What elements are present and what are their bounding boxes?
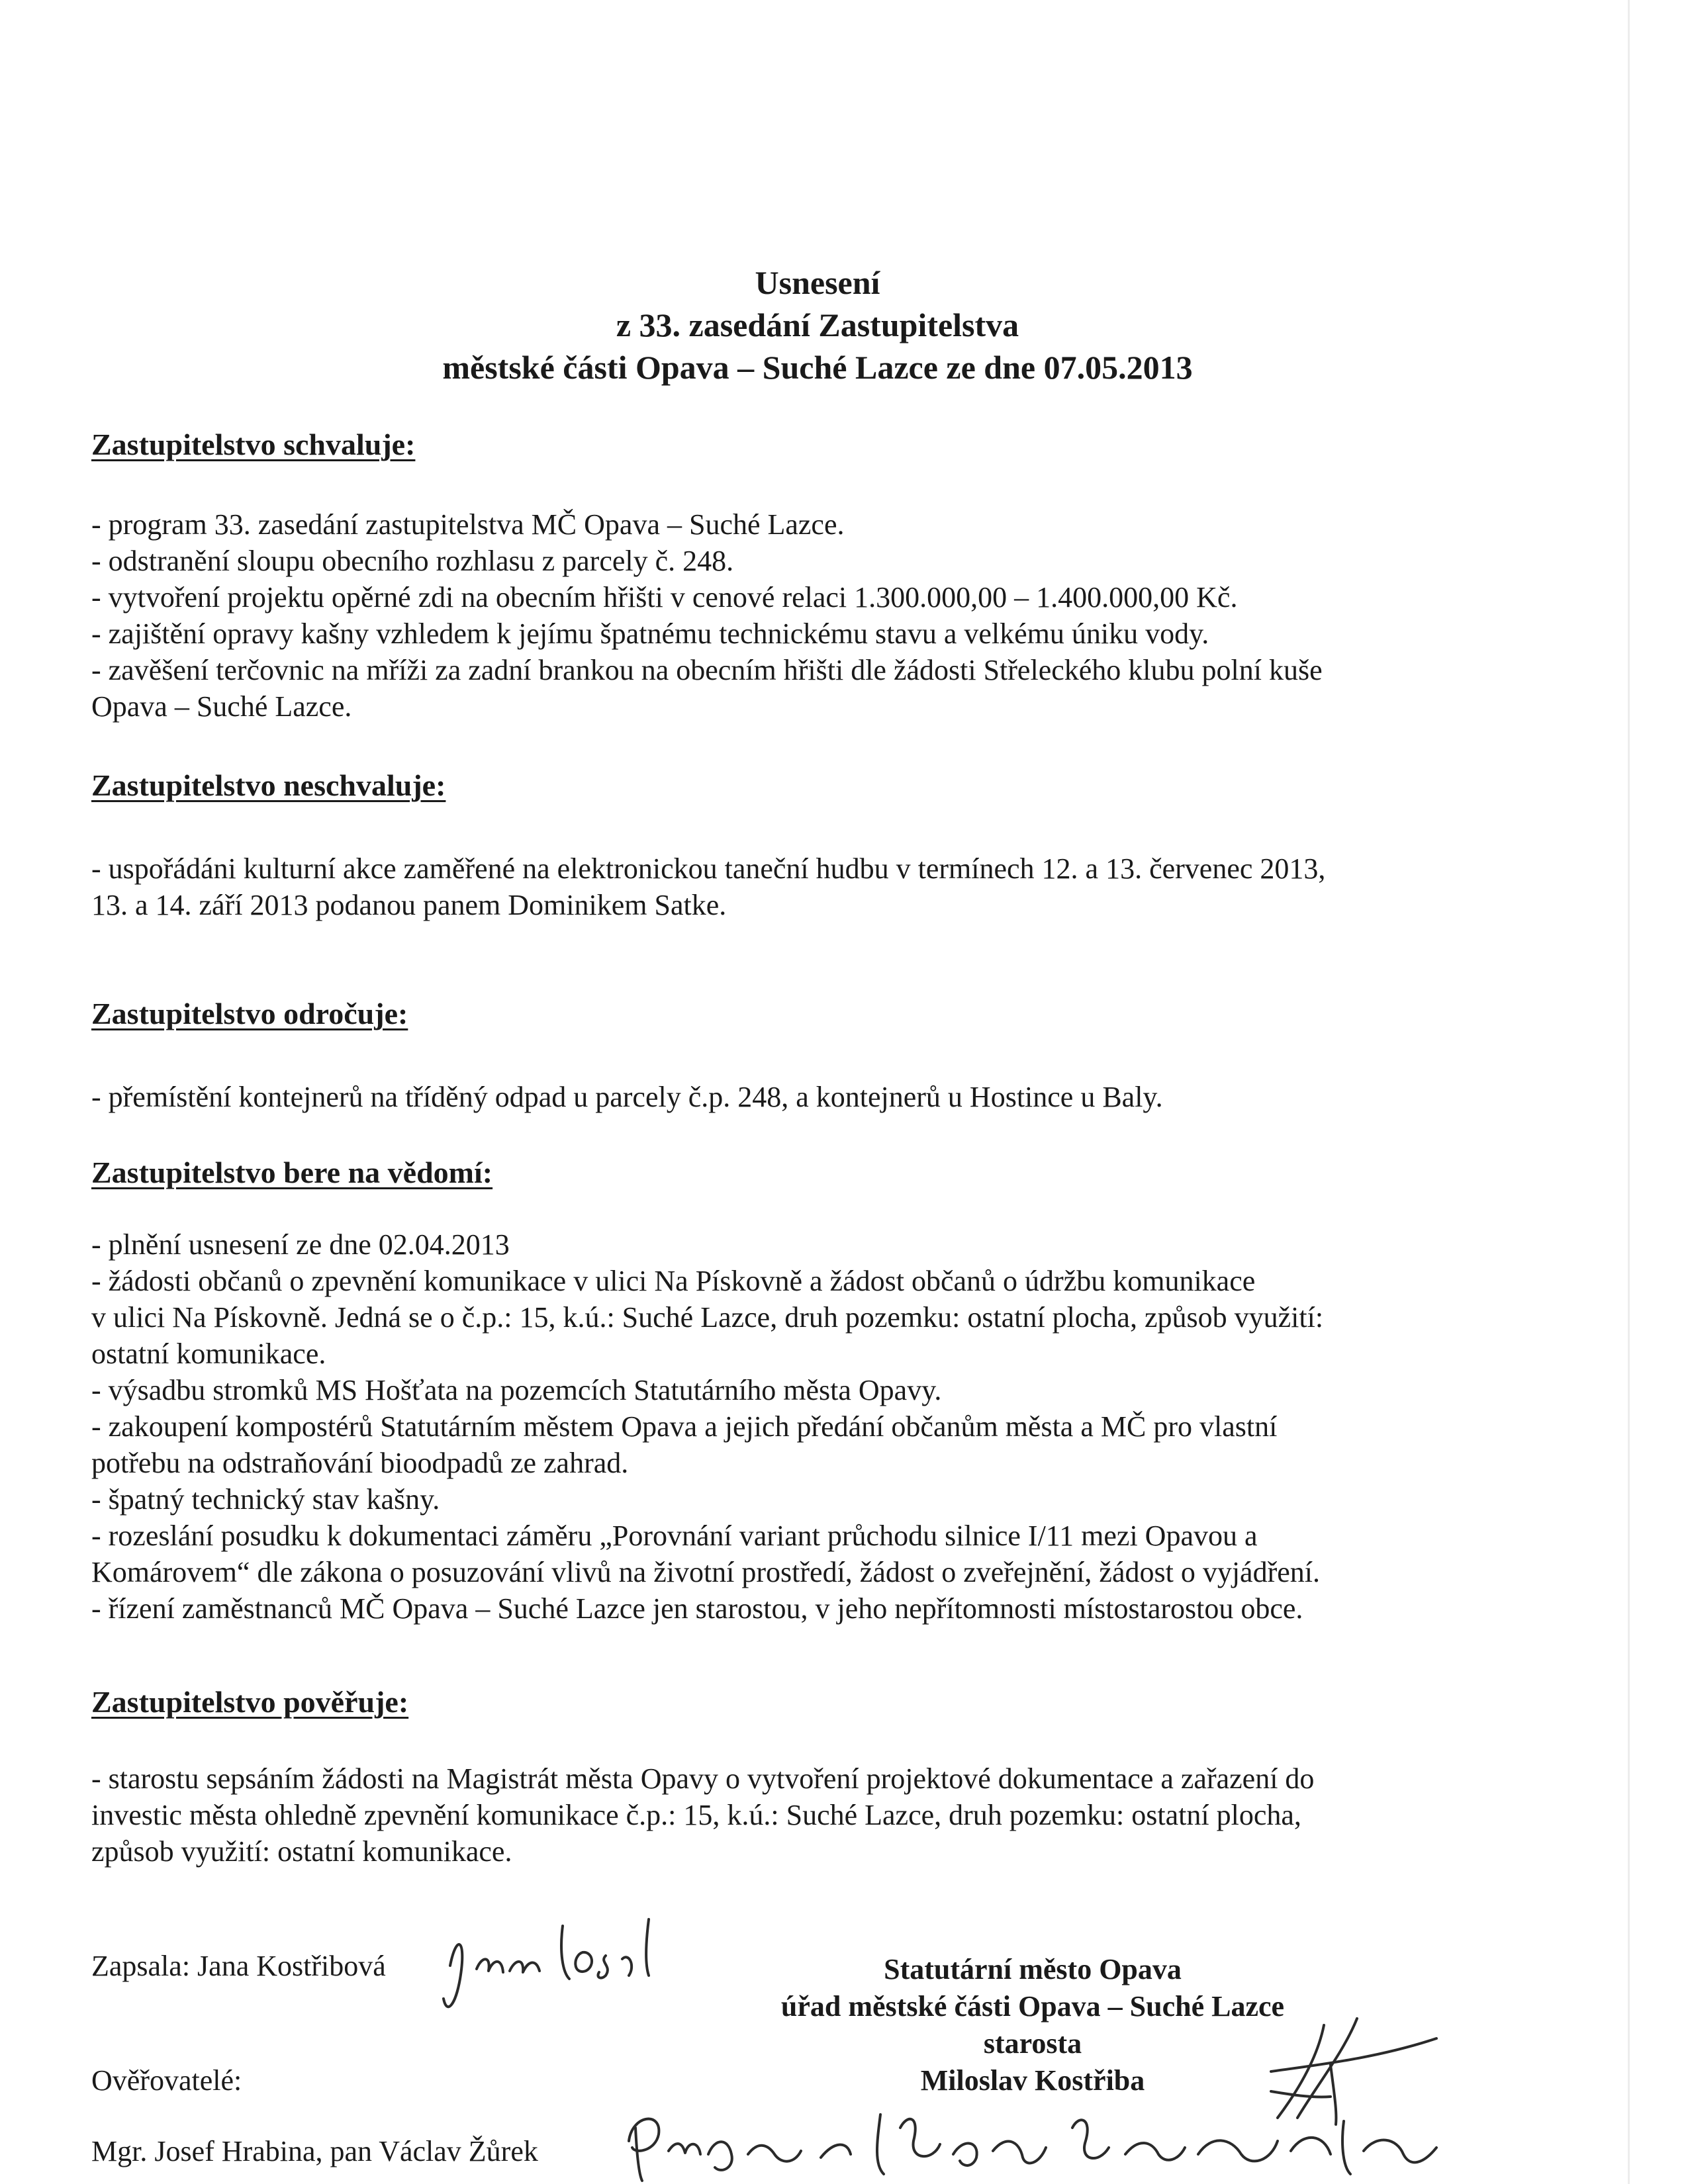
verifiers-signature-icon <box>622 2101 1483 2184</box>
list-item: - přemístění kontejnerů na tříděný odpad u parcely č.p. 248, a kontejnerů u Hostince u Baly. <box>91 1081 1163 1113</box>
list-item: - výsadbu stromků MS Hošťata na pozemcích Statutárního města Opavy. <box>91 1374 942 1406</box>
stamp-line-3: starosta <box>983 2027 1082 2060</box>
section-heading-postpones: Zastupitelstvo odročuje: <box>91 997 408 1030</box>
stamp-line-4: Miloslav Kostřiba <box>920 2064 1145 2097</box>
list-item: - špatný technický stav kašny. <box>91 1483 440 1516</box>
document-title-block <box>0 261 1635 388</box>
list-item: v ulici Na Pískovně. Jedná se o č.p.: 15, k.ú.: Suché Lazce, druh pozemku: ostatní plocha, způsob využití: <box>91 1301 1324 1334</box>
recorder-signature-icon <box>430 1893 695 2025</box>
list-item: - uspořádáni kulturní akce zaměřené na elektronickou taneční hudbu v termínech 12. a 13. červenec 2013, <box>91 852 1326 885</box>
section-body-rejects <box>91 850 1548 923</box>
list-item: - rozeslání posudku k dokumentaci záměru „Porovnání variant průchodu silnice I/11 mezi Opavou a <box>91 1520 1258 1552</box>
section-heading-authorizes: Zastupitelstvo pověřuje: <box>91 1685 409 1719</box>
list-item: - starostu sepsáním žádosti na Magistrát města Opavy o vytvoření projektové dokumentace a zařazení do <box>91 1762 1315 1795</box>
list-item: - řízení zaměstnanců MČ Opava – Suché Lazce jen starostou, v jeho nepřítomnosti místostarostou obce. <box>91 1592 1303 1625</box>
list-item: - zakoupení kompostérů Statutárním městem Opava a jejich předání občanům města a MČ pro vlastní <box>91 1410 1278 1443</box>
list-item: Opava – Suché Lazce. <box>91 690 352 723</box>
office-stamp-block <box>768 1951 1297 2099</box>
list-item: - vytvoření projektu opěrné zdi na obecním hřišti v cenové relaci 1.300.000,00 – 1.400.000,00 Kč. <box>91 581 1238 614</box>
section-body-postpones <box>91 1079 1548 1115</box>
list-item: - žádosti občanů o zpevnění komunikace v ulici Na Pískovně a žádost občanů o údržbu komunikace <box>91 1265 1256 1297</box>
verifiers-label: Ověřovatelé: <box>91 2064 242 2097</box>
list-item: - odstranění sloupu obecního rozhlasu z parcely č. 248. <box>91 545 734 577</box>
verifiers-names: Mgr. Josef Hrabina, pan Václav Žůrek <box>91 2135 538 2167</box>
document-subtitle-2: městské části Opava – Suché Lazce ze dne 07.05.2013 <box>442 349 1193 386</box>
list-item: investic města ohledně zpevnění komunikace č.p.: 15, k.ú.: Suché Lazce, druh pozemku: ostatní plocha, <box>91 1799 1301 1831</box>
list-item: - zavěšení terčovnic na mříži za zadní brankou na obecním hřišti dle žádosti Střeleckého klubu polní kuše <box>91 654 1323 686</box>
section-heading-acknowledges: Zastupitelstvo bere na vědomí: <box>91 1156 493 1189</box>
list-item: - zajištění opravy kašny vzhledem k jejímu špatnému technickému stavu a velkému úniku vody. <box>91 617 1209 650</box>
list-item: - program 33. zasedání zastupitelstva MČ Opava – Suché Lazce. <box>91 508 845 541</box>
stamp-line-1: Statutární město Opava <box>884 1953 1182 1985</box>
section-heading-approves: Zastupitelstvo schvaluje: <box>91 428 416 461</box>
list-item: - plnění usnesení ze dne 02.04.2013 <box>91 1228 510 1261</box>
document-subtitle: z 33. zasedání Zastupitelstva <box>616 306 1019 343</box>
list-item: 13. a 14. září 2013 podanou panem Dominikem Satke. <box>91 889 727 921</box>
section-body-approves <box>91 506 1548 725</box>
list-item: Komárovem“ dle zákona o posuzování vlivů na životní prostředí, žádost o zveřejnění, žádost o vyjádření. <box>91 1556 1320 1588</box>
stamp-line-2: úřad městské části Opava – Suché Lazce <box>780 1990 1285 2023</box>
list-item: potřebu na odstraňování bioodpadů ze zahrad. <box>91 1447 629 1479</box>
document-title: Usnesení <box>755 264 880 301</box>
list-item: ostatní komunikace. <box>91 1338 326 1370</box>
list-item: způsob využití: ostatní komunikace. <box>91 1835 512 1868</box>
section-heading-rejects: Zastupitelstvo neschvaluje: <box>91 768 446 802</box>
section-body-acknowledges <box>91 1226 1548 1627</box>
recorded-by: Zapsala: Jana Kostřibová <box>91 1950 386 1982</box>
section-body-authorizes <box>91 1760 1548 1870</box>
